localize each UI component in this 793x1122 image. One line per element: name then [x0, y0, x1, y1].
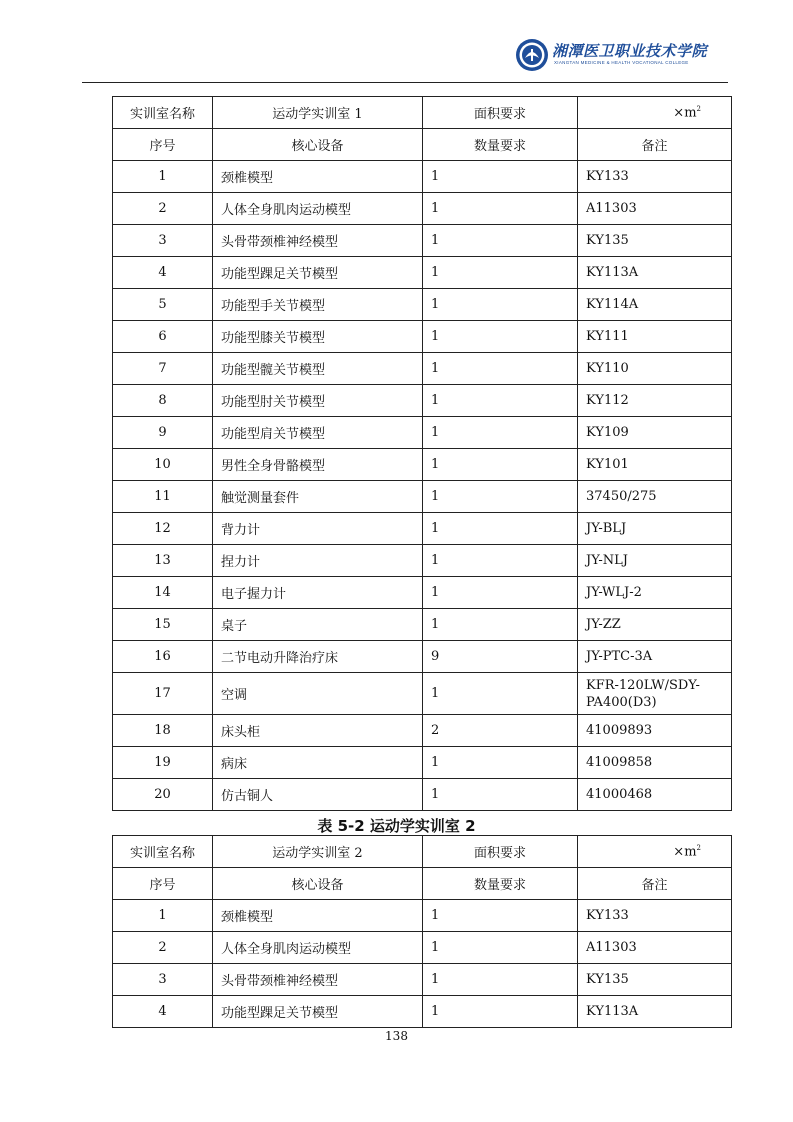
device-name-cell: 功能型膝关节模型: [213, 321, 423, 353]
table-row: [113, 673, 732, 715]
column-header: 核心设备: [213, 868, 423, 900]
header-divider: [82, 82, 728, 83]
table-row: [113, 257, 732, 289]
row-number-cell: 11: [113, 481, 213, 513]
note-cell: JY-PTC-3A: [578, 641, 732, 673]
quantity-cell: 1: [423, 481, 578, 513]
device-name-cell: 二节电动升降治疗床: [213, 641, 423, 673]
quantity-cell: 1: [423, 609, 578, 641]
device-name-cell: 人体全身肌肉运动模型: [213, 932, 423, 964]
row-number-cell: 18: [113, 715, 213, 747]
row-number-cell: 3: [113, 225, 213, 257]
column-header: 序号: [113, 868, 213, 900]
table-row: [113, 353, 732, 385]
note-cell: KY110: [578, 353, 732, 385]
quantity-cell: 1: [423, 932, 578, 964]
note-cell: JY-BLJ: [578, 513, 732, 545]
table-row: [113, 932, 732, 964]
quantity-cell: 1: [423, 964, 578, 996]
column-header: 核心设备: [213, 129, 423, 161]
note-cell: KY109: [578, 417, 732, 449]
area-label-cell: 面积要求: [423, 836, 578, 868]
row-number-cell: 6: [113, 321, 213, 353]
note-cell: KY112: [578, 385, 732, 417]
table-row: [113, 747, 732, 779]
column-header: 数量要求: [423, 868, 578, 900]
row-number-cell: 12: [113, 513, 213, 545]
quantity-cell: 1: [423, 673, 578, 715]
room-label-cell: 实训室名称: [113, 97, 213, 129]
note-cell: A11303: [578, 193, 732, 225]
note-cell: KFR-120LW/SDY-PA400(D3): [578, 673, 732, 715]
page-number: 138: [385, 1029, 408, 1043]
row-number-cell: 1: [113, 161, 213, 193]
table-row: [113, 289, 732, 321]
table-row: [113, 964, 732, 996]
table-caption: 表 5-2 运动学实训室 2: [317, 817, 476, 835]
note-cell: JY-WLJ-2: [578, 577, 732, 609]
quantity-cell: 1: [423, 257, 578, 289]
table-row: [113, 779, 732, 811]
column-header-row: [113, 129, 732, 161]
table-header-row: [113, 836, 732, 868]
quantity-cell: 1: [423, 161, 578, 193]
note-cell: KY101: [578, 449, 732, 481]
table-row: [113, 900, 732, 932]
table-row: [113, 321, 732, 353]
column-header: 备注: [578, 868, 732, 900]
note-cell: A11303: [578, 932, 732, 964]
row-number-cell: 4: [113, 996, 213, 1028]
row-number-cell: 4: [113, 257, 213, 289]
row-number-cell: 1: [113, 900, 213, 932]
device-name-cell: 功能型踝足关节模型: [213, 996, 423, 1028]
row-number-cell: 19: [113, 747, 213, 779]
device-name-cell: 桌子: [213, 609, 423, 641]
quantity-cell: 1: [423, 225, 578, 257]
page-header: [500, 38, 708, 74]
note-cell: 37450/275: [578, 481, 732, 513]
table-row: [113, 193, 732, 225]
note-cell: KY111: [578, 321, 732, 353]
note-cell: JY-NLJ: [578, 545, 732, 577]
column-header: 数量要求: [423, 129, 578, 161]
device-name-cell: 人体全身肌肉运动模型: [213, 193, 423, 225]
quantity-cell: 1: [423, 321, 578, 353]
table-row: [113, 641, 732, 673]
device-name-cell: 男性全身骨骼模型: [213, 449, 423, 481]
device-name-cell: 头骨带颈椎神经模型: [213, 225, 423, 257]
device-name-cell: 病床: [213, 747, 423, 779]
table-row: [113, 225, 732, 257]
quantity-cell: 1: [423, 900, 578, 932]
room-label-cell: 实训室名称: [113, 836, 213, 868]
device-name-cell: 功能型手关节模型: [213, 289, 423, 321]
device-name-cell: 功能型踝足关节模型: [213, 257, 423, 289]
quantity-cell: 1: [423, 577, 578, 609]
table-row: [113, 996, 732, 1028]
table-row: [113, 577, 732, 609]
table-row: [113, 161, 732, 193]
equipment-table-2: [112, 835, 732, 1028]
quantity-cell: 1: [423, 449, 578, 481]
quantity-cell: 1: [423, 545, 578, 577]
note-cell: KY113A: [578, 257, 732, 289]
row-number-cell: 7: [113, 353, 213, 385]
quantity-cell: 1: [423, 417, 578, 449]
row-number-cell: 8: [113, 385, 213, 417]
row-number-cell: 3: [113, 964, 213, 996]
column-header: 序号: [113, 129, 213, 161]
row-number-cell: 5: [113, 289, 213, 321]
table-row: [113, 545, 732, 577]
note-cell: KY114A: [578, 289, 732, 321]
row-number-cell: 17: [113, 673, 213, 715]
device-name-cell: 颈椎模型: [213, 161, 423, 193]
column-header: 备注: [578, 129, 732, 161]
device-name-cell: 功能型肘关节模型: [213, 385, 423, 417]
device-name-cell: 功能型髋关节模型: [213, 353, 423, 385]
note-cell: KY133: [578, 900, 732, 932]
device-name-cell: 头骨带颈椎神经模型: [213, 964, 423, 996]
college-logo-icon: [515, 38, 549, 72]
device-name-cell: 颈椎模型: [213, 900, 423, 932]
row-number-cell: 13: [113, 545, 213, 577]
row-number-cell: 15: [113, 609, 213, 641]
quantity-cell: 1: [423, 513, 578, 545]
table-header-row: [113, 97, 732, 129]
table-row: [113, 715, 732, 747]
row-number-cell: 2: [113, 193, 213, 225]
note-cell: 41000468: [578, 779, 732, 811]
note-cell: KY133: [578, 161, 732, 193]
device-name-cell: 触觉测量套件: [213, 481, 423, 513]
note-cell: 41009893: [578, 715, 732, 747]
note-cell: KY113A: [578, 996, 732, 1028]
device-name-cell: 仿古铜人: [213, 779, 423, 811]
area-label-cell: 面积要求: [423, 97, 578, 129]
column-header-row: [113, 868, 732, 900]
quantity-cell: 1: [423, 747, 578, 779]
device-name-cell: 背力计: [213, 513, 423, 545]
quantity-cell: 1: [423, 353, 578, 385]
quantity-cell: 1: [423, 193, 578, 225]
table-row: [113, 481, 732, 513]
room-name-cell: 运动学实训室 1: [213, 97, 423, 129]
area-unit-cell: $\times m^2$: [578, 836, 732, 868]
note-cell: KY135: [578, 964, 732, 996]
table-row: [113, 513, 732, 545]
quantity-cell: 1: [423, 996, 578, 1028]
note-cell: JY-ZZ: [578, 609, 732, 641]
note-cell: 41009858: [578, 747, 732, 779]
table-row: [113, 385, 732, 417]
school-name-en: XIANGTAN MEDICINE & HEALTH VOCATIONAL COLLEGE: [554, 60, 689, 65]
row-number-cell: 2: [113, 932, 213, 964]
table-row: [113, 609, 732, 641]
quantity-cell: 1: [423, 385, 578, 417]
row-number-cell: 16: [113, 641, 213, 673]
note-cell: KY135: [578, 225, 732, 257]
device-name-cell: 电子握力计: [213, 577, 423, 609]
quantity-cell: 1: [423, 289, 578, 321]
equipment-table-1: [112, 96, 732, 811]
row-number-cell: 10: [113, 449, 213, 481]
quantity-cell: 2: [423, 715, 578, 747]
device-name-cell: 功能型肩关节模型: [213, 417, 423, 449]
row-number-cell: 9: [113, 417, 213, 449]
quantity-cell: 1: [423, 779, 578, 811]
row-number-cell: 14: [113, 577, 213, 609]
school-name-cn: 湘潭医卫职业技术学院: [552, 42, 708, 60]
device-name-cell: 捏力计: [213, 545, 423, 577]
quantity-cell: 9: [423, 641, 578, 673]
table-row: [113, 449, 732, 481]
area-unit-cell: $\times m^2$: [578, 97, 732, 129]
device-name-cell: 床头柜: [213, 715, 423, 747]
room-name-cell: 运动学实训室 2: [213, 836, 423, 868]
device-name-cell: 空调: [213, 673, 423, 715]
row-number-cell: 20: [113, 779, 213, 811]
table-row: [113, 417, 732, 449]
